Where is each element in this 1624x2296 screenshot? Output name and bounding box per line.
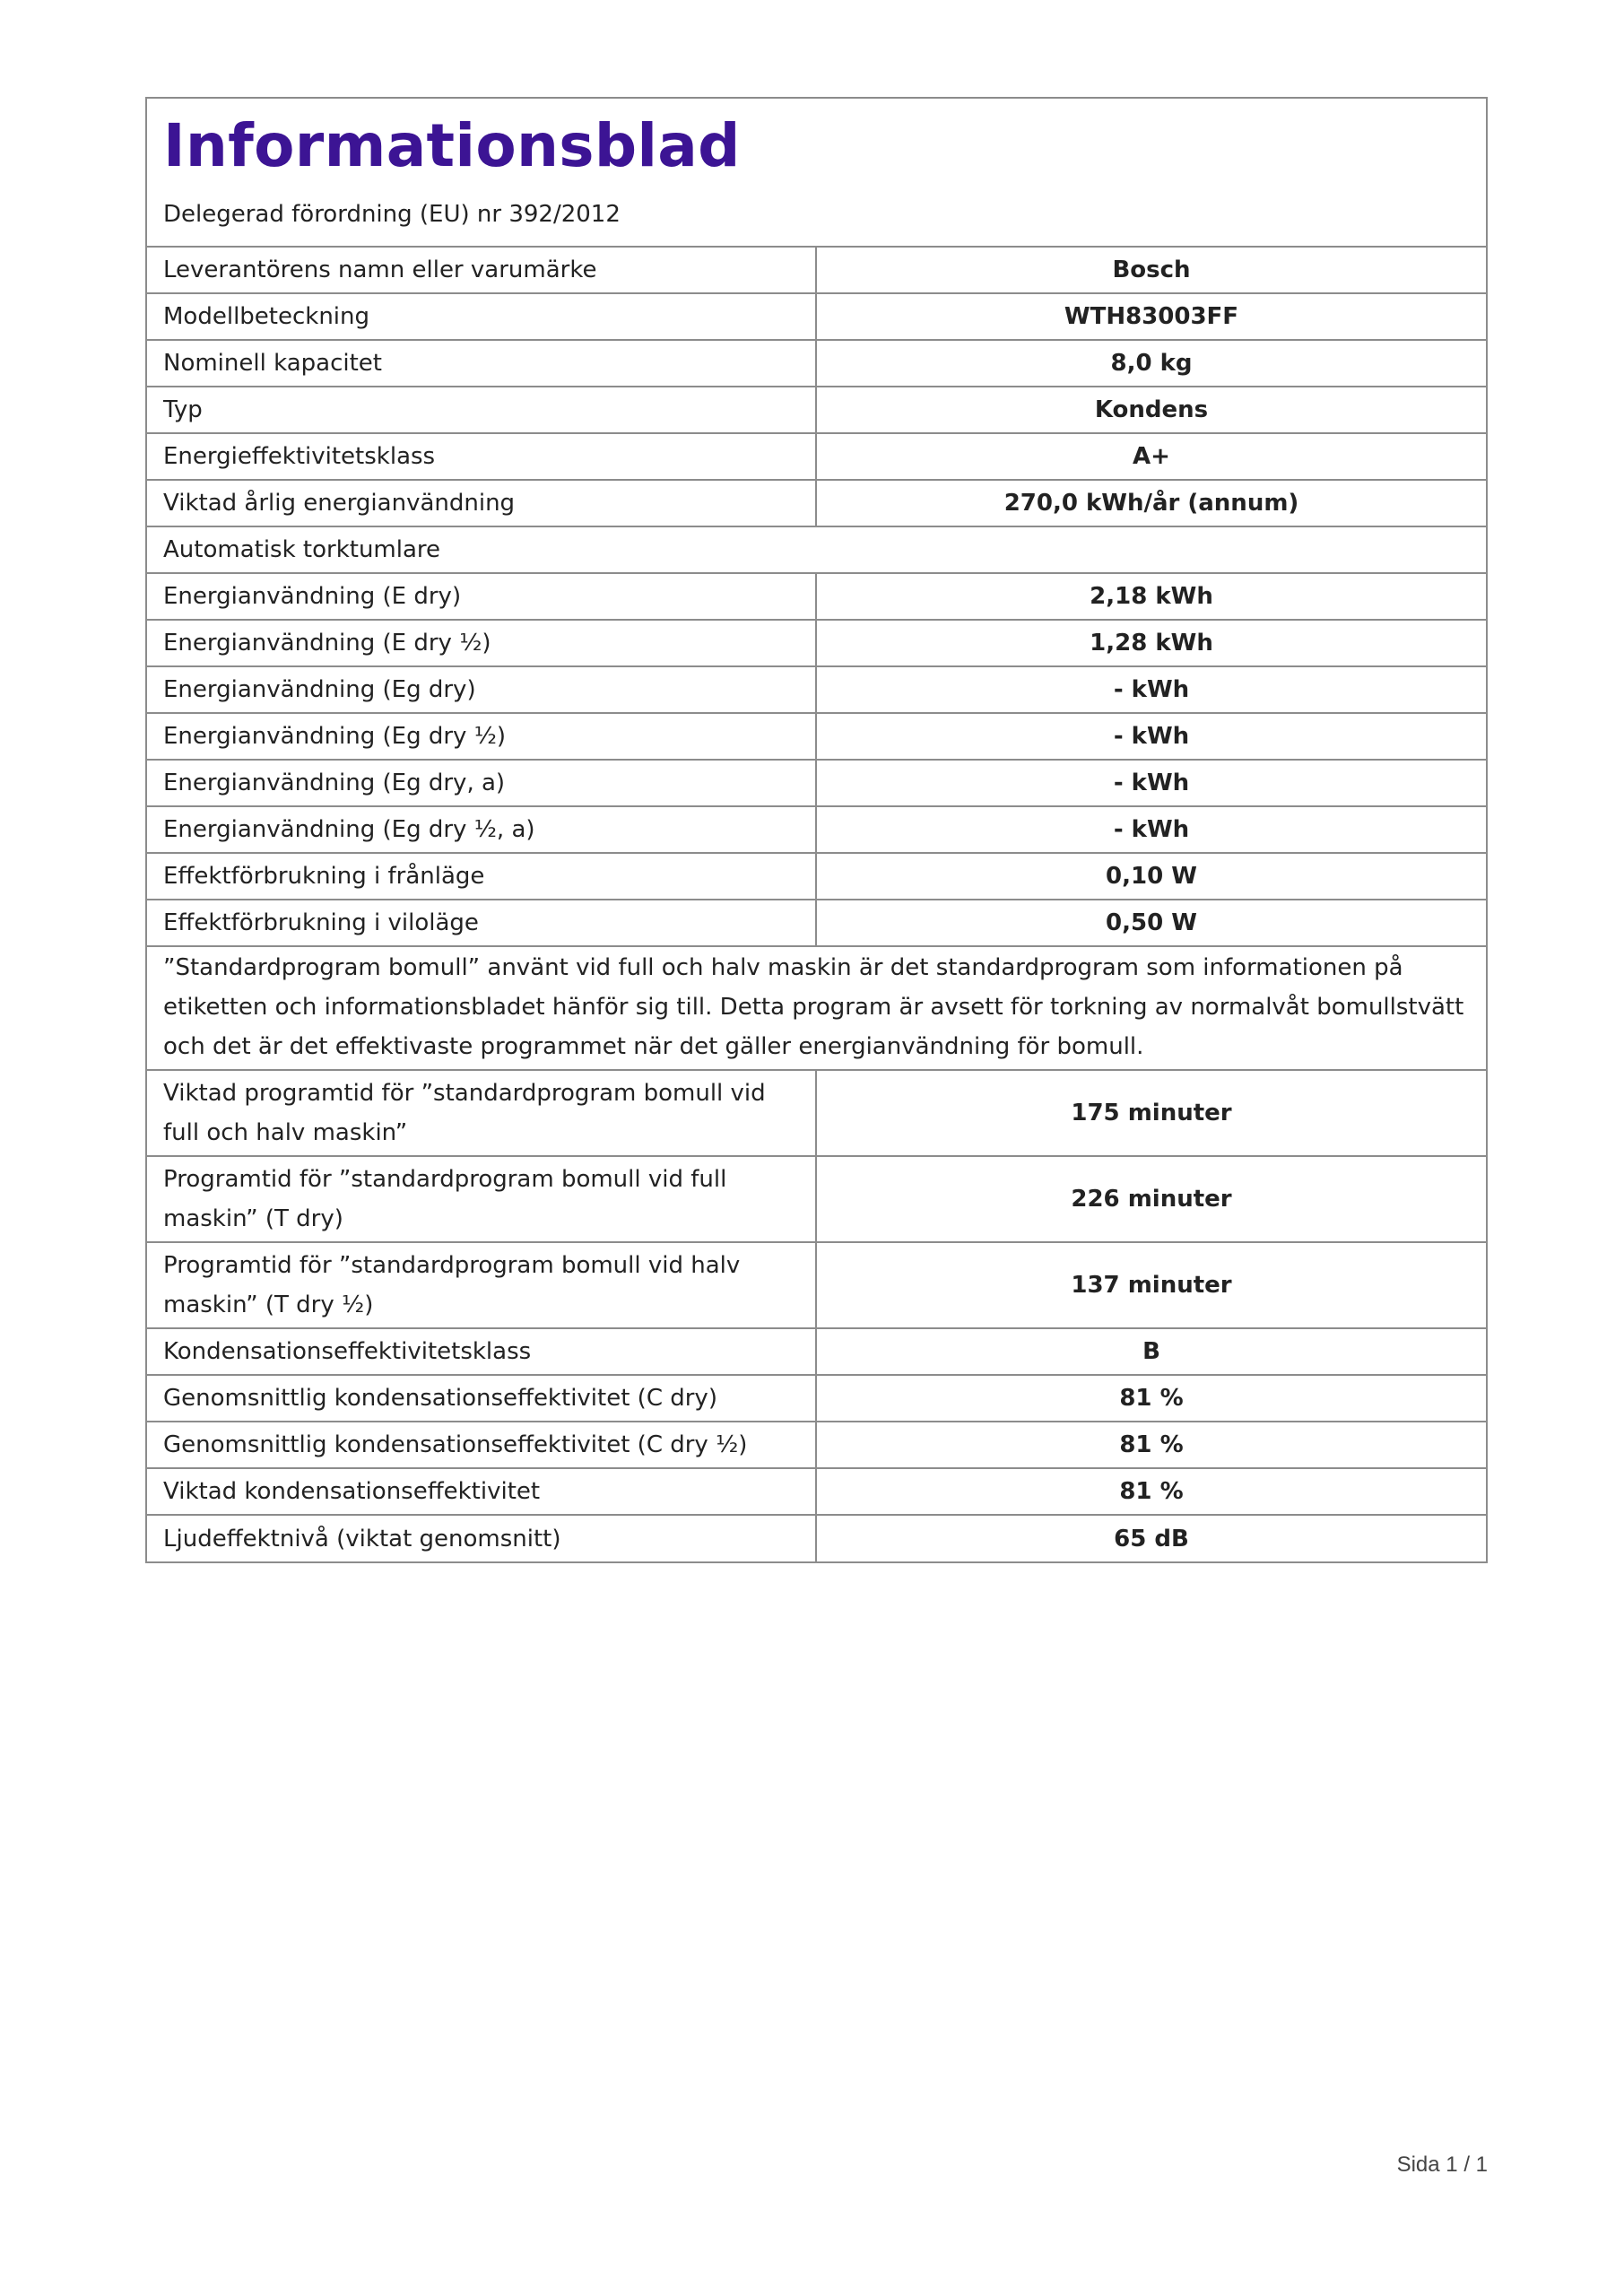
spec-row	[147, 620, 1486, 666]
spec-value: - kWh	[816, 713, 1486, 760]
spec-row	[147, 480, 1486, 526]
spec-row	[147, 1156, 1486, 1242]
section-heading: Automatisk torktumlare	[147, 526, 1486, 573]
spec-label: Energianvändning (Eg dry ½)	[147, 713, 816, 760]
spec-value: - kWh	[816, 666, 1486, 713]
spec-value: A+	[816, 433, 1486, 480]
spec-label: Leverantörens namn eller varumärke	[147, 247, 816, 293]
spec-value: 8,0 kg	[816, 340, 1486, 387]
spec-row	[147, 1515, 1486, 1561]
spec-label: Kondensationseffektivitetsklass	[147, 1328, 816, 1375]
spec-row	[147, 1328, 1486, 1375]
spec-label: Energianvändning (E dry)	[147, 573, 816, 620]
spec-row	[147, 760, 1486, 806]
spec-value: 65 dB	[816, 1515, 1486, 1561]
regulation-subtitle: Delegerad förordning (EU) nr 392/2012	[163, 201, 621, 228]
spec-value: 2,18 kWh	[816, 573, 1486, 620]
spec-label: Energianvändning (Eg dry ½, a)	[147, 806, 816, 853]
spec-row	[147, 900, 1486, 946]
spec-label: Energieffektivitetsklass	[147, 433, 816, 480]
spec-value: WTH83003FF	[816, 293, 1486, 340]
spec-label: Programtid för ”standardprogram bomull vid halv maskin” (T dry ½)	[147, 1242, 816, 1328]
spec-label: Effektförbrukning i frånläge	[147, 853, 816, 900]
spec-value: 137 minuter	[816, 1242, 1486, 1328]
spec-value: Kondens	[816, 387, 1486, 433]
spec-label: Modellbeteckning	[147, 293, 816, 340]
spec-row	[147, 1375, 1486, 1422]
spec-row	[147, 806, 1486, 853]
program-note: ”Standardprogram bomull” använt vid full och halv maskin är det standardprogram som informationen på etiketten och informationsbladet hänför sig till. Detta program är avsett för torkning av normalvåt bomullstvätt och det är det effektivaste programmet när det gäller energianvändning för bomull.	[147, 946, 1486, 1070]
information-sheet	[145, 97, 1488, 1563]
spec-label: Ljudeffektnivå (viktat genomsnitt)	[147, 1515, 816, 1561]
spec-row	[147, 946, 1486, 1070]
specification-table	[147, 246, 1486, 1561]
spec-value: B	[816, 1328, 1486, 1375]
spec-value: 175 minuter	[816, 1070, 1486, 1156]
page-title: Informationsblad	[163, 111, 741, 180]
spec-value: 0,50 W	[816, 900, 1486, 946]
spec-row	[147, 1070, 1486, 1156]
spec-value: 226 minuter	[816, 1156, 1486, 1242]
spec-row	[147, 1242, 1486, 1328]
spec-label: Energianvändning (E dry ½)	[147, 620, 816, 666]
spec-row	[147, 526, 1486, 573]
page-number: Sida 1 / 1	[1396, 2152, 1488, 2177]
spec-value: 1,28 kWh	[816, 620, 1486, 666]
spec-value: - kWh	[816, 806, 1486, 853]
spec-row	[147, 573, 1486, 620]
spec-row	[147, 340, 1486, 387]
sheet-header	[147, 99, 1486, 246]
spec-label: Nominell kapacitet	[147, 340, 816, 387]
spec-row	[147, 1468, 1486, 1515]
spec-row	[147, 247, 1486, 293]
spec-value: - kWh	[816, 760, 1486, 806]
spec-label: Effektförbrukning i viloläge	[147, 900, 816, 946]
spec-row	[147, 1422, 1486, 1468]
spec-row	[147, 387, 1486, 433]
spec-value: 270,0 kWh/år (annum)	[816, 480, 1486, 526]
spec-value: 0,10 W	[816, 853, 1486, 900]
spec-label: Viktad kondensationseffektivitet	[147, 1468, 816, 1515]
spec-label: Viktad årlig energianvändning	[147, 480, 816, 526]
spec-label: Programtid för ”standardprogram bomull vid full maskin” (T dry)	[147, 1156, 816, 1242]
spec-row	[147, 666, 1486, 713]
spec-value: 81 %	[816, 1375, 1486, 1422]
spec-value: 81 %	[816, 1422, 1486, 1468]
spec-label: Viktad programtid för ”standardprogram bomull vid full och halv maskin”	[147, 1070, 816, 1156]
spec-row	[147, 713, 1486, 760]
spec-row	[147, 853, 1486, 900]
spec-row	[147, 293, 1486, 340]
spec-row	[147, 433, 1486, 480]
spec-label: Genomsnittlig kondensationseffektivitet (C dry)	[147, 1375, 816, 1422]
spec-label: Typ	[147, 387, 816, 433]
spec-value: Bosch	[816, 247, 1486, 293]
spec-label: Energianvändning (Eg dry)	[147, 666, 816, 713]
spec-label: Genomsnittlig kondensationseffektivitet (C dry ½)	[147, 1422, 816, 1468]
spec-value: 81 %	[816, 1468, 1486, 1515]
spec-label: Energianvändning (Eg dry, a)	[147, 760, 816, 806]
